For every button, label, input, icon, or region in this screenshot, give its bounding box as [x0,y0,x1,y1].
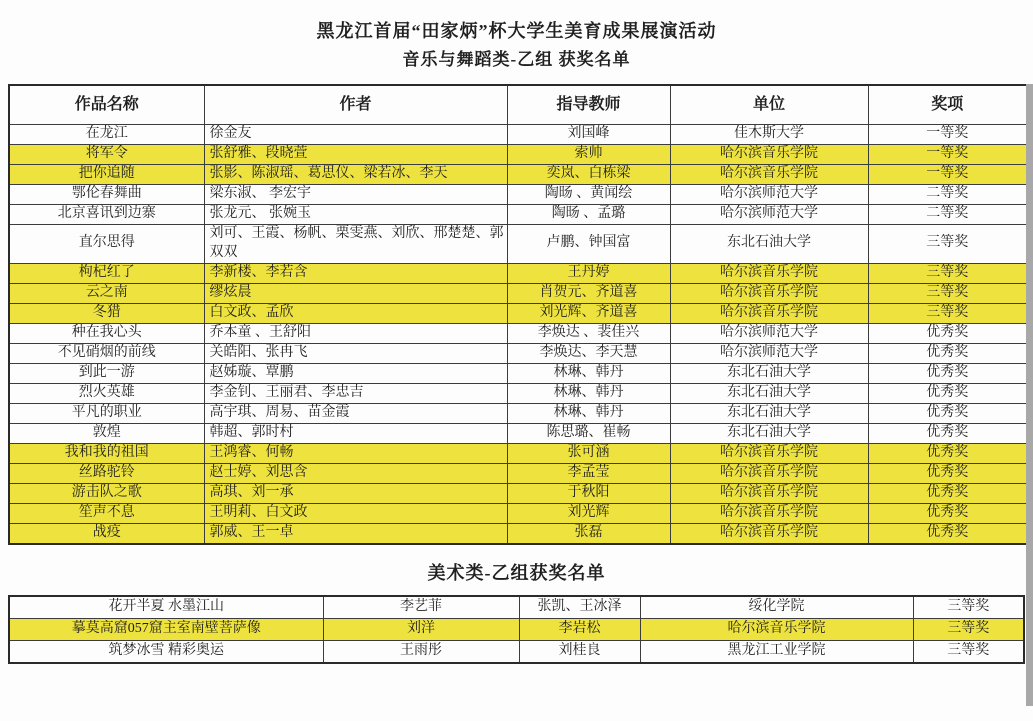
authors-cell: 赵士婷、刘思含 [204,463,507,483]
institution-cell: 哈尔滨音乐学院 [670,303,868,323]
table-row [9,263,1027,283]
table-row [9,383,1027,403]
table-row [9,145,1027,165]
authors-cell: 李艺菲 [323,596,519,619]
institution-cell: 哈尔滨音乐学院 [670,503,868,523]
work-title-cell: 把你追随 [9,165,204,185]
work-title-cell: 敦煌 [9,423,204,443]
advisors-cell: 李焕达 、裴佳兴 [507,323,670,343]
table-row [9,483,1027,503]
table-row [9,423,1027,443]
institution-cell: 哈尔滨音乐学院 [670,165,868,185]
institution-cell: 绥化学院 [640,596,913,619]
advisors-cell: 李岩松 [519,618,640,640]
work-title-cell: 到此一游 [9,363,204,383]
award-cell: 优秀奖 [868,323,1027,343]
authors-cell: 李金钊、王丽君、李忠吉 [204,383,507,403]
award-cell: 优秀奖 [868,423,1027,443]
award-cell: 三等奖 [868,283,1027,303]
authors-cell: 徐金友 [204,125,507,145]
header-unit: 单位 [670,85,868,125]
award-cell: 三等奖 [868,303,1027,323]
table-header-row [9,85,1027,125]
institution-cell: 哈尔滨音乐学院 [640,618,913,640]
award-cell: 三等奖 [913,618,1024,640]
table-row [9,640,1024,663]
institution-cell: 哈尔滨音乐学院 [670,483,868,503]
work-title-cell: 丝路驼铃 [9,463,204,483]
work-title-cell: 冬猎 [9,303,204,323]
work-title-cell: 摹莫高窟057窟主室南壁菩萨像 [9,618,323,640]
table-row [9,523,1027,544]
authors-cell: 关皓阳、张冉飞 [204,343,507,363]
header-advisor: 指导教师 [507,85,670,125]
authors-cell: 李新楼、李若含 [204,263,507,283]
advisors-cell: 刘光辉 [507,503,670,523]
authors-cell: 张舒雅、段晓萱 [204,145,507,165]
table-row [9,185,1027,205]
institution-cell: 哈尔滨音乐学院 [670,443,868,463]
advisors-cell: 林琳、韩丹 [507,383,670,403]
document-header [47,0,987,74]
work-title-cell: 云之南 [9,283,204,303]
institution-cell: 哈尔滨音乐学院 [670,283,868,303]
table-row [9,363,1027,383]
work-title-cell: 烈火英雄 [9,383,204,403]
institution-cell: 哈尔滨师范大学 [670,205,868,225]
advisors-cell: 陶旸 、孟璐 [507,205,670,225]
authors-cell: 缪炫晨 [204,283,507,303]
advisors-cell: 李焕达、李天慧 [507,343,670,363]
table-row [9,618,1024,640]
authors-cell: 刘洋 [323,618,519,640]
advisors-cell: 陈思璐、崔畅 [507,423,670,443]
advisors-cell: 李孟莹 [507,463,670,483]
award-cell: 三等奖 [868,263,1027,283]
award-cell: 一等奖 [868,125,1027,145]
institution-cell: 哈尔滨师范大学 [670,185,868,205]
table-row [9,463,1027,483]
institution-cell: 佳木斯大学 [670,125,868,145]
advisors-cell: 索帅 [507,145,670,165]
award-cell: 三等奖 [868,225,1027,264]
award-cell: 三等奖 [913,640,1024,663]
award-cell: 优秀奖 [868,503,1027,523]
work-title-cell: 在龙江 [9,125,204,145]
advisors-cell: 陶旸 、黄闻绘 [507,185,670,205]
table-row [9,343,1027,363]
award-cell: 优秀奖 [868,523,1027,544]
award-cell: 优秀奖 [868,343,1027,363]
work-title-cell: 筑梦冰雪 精彩奥运 [9,640,323,663]
table-row [9,205,1027,225]
institution-cell: 哈尔滨音乐学院 [670,263,868,283]
advisors-cell: 卢鹏、钟国富 [507,225,670,264]
authors-cell: 王明莉、白文政 [204,503,507,523]
institution-cell: 哈尔滨音乐学院 [670,463,868,483]
advisors-cell: 张凯、王冰泽 [519,596,640,619]
advisors-cell: 刘桂良 [519,640,640,663]
page-title: 黑龙江首届“田家炳”杯大学生美育成果展演活动 [316,21,717,41]
authors-cell: 白文政、孟欣 [204,303,507,323]
award-cell: 优秀奖 [868,403,1027,423]
work-title-cell: 游击队之歌 [9,483,204,503]
award-cell: 二等奖 [868,205,1027,225]
table-row [9,125,1027,145]
institution-cell: 东北石油大学 [670,225,868,264]
work-title-cell: 我和我的祖国 [9,443,204,463]
table-row [9,323,1027,343]
work-title-cell: 鄂伦春舞曲 [9,185,204,205]
work-title-cell: 战疫 [9,523,204,544]
authors-cell: 赵姊璇、覃鹏 [204,363,507,383]
music-dance-awards-table [8,84,1028,545]
advisors-cell: 刘国峰 [507,125,670,145]
advisors-cell: 王丹婷 [507,263,670,283]
section-title-art-group: 美术类-乙组获奖名单 [427,562,606,583]
advisors-cell: 刘光辉、齐道喜 [507,303,670,323]
authors-cell: 梁东淑、 李宏宇 [204,185,507,205]
advisors-cell: 张磊 [507,523,670,544]
institution-cell: 哈尔滨师范大学 [670,323,868,343]
institution-cell: 东北石油大学 [670,423,868,443]
institution-cell: 东北石油大学 [670,403,868,423]
authors-cell: 高宇琪、周易、苗金霞 [204,403,507,423]
page-edge-shadow [1026,84,1033,706]
fine-arts-awards-table [8,595,1025,664]
award-cell: 一等奖 [868,165,1027,185]
award-cell: 二等奖 [868,185,1027,205]
authors-cell: 刘可、王霞、杨帆、栗雯燕、刘欣、邢楚楚、郭双双 [204,225,507,264]
institution-cell: 哈尔滨音乐学院 [670,523,868,544]
authors-cell: 高琪、刘一承 [204,483,507,503]
table-row [9,283,1027,303]
advisors-cell: 肖贺元、齐道喜 [507,283,670,303]
table-row [9,165,1027,185]
advisors-cell: 奕岚、白栋梁 [507,165,670,185]
work-title-cell: 直尔思得 [9,225,204,264]
authors-cell: 王鸿睿、何畅 [204,443,507,463]
award-cell: 优秀奖 [868,443,1027,463]
work-title-cell: 将军令 [9,145,204,165]
work-title-cell: 花开半夏 水墨江山 [9,596,323,619]
authors-cell: 张影、陈淑瑶、葛思仪、梁若冰、李天 [204,165,507,185]
header-award: 奖项 [868,85,1027,125]
work-title-cell: 种在我心头 [9,323,204,343]
work-title-cell: 平凡的职业 [9,403,204,423]
advisors-cell: 于秋阳 [507,483,670,503]
institution-cell: 东北石油大学 [670,363,868,383]
authors-cell: 乔本童 、王舒阳 [204,323,507,343]
table-row [9,225,1027,264]
institution-cell: 黑龙江工业学院 [640,640,913,663]
institution-cell: 哈尔滨师范大学 [670,343,868,363]
award-cell: 三等奖 [913,596,1024,619]
header-authors: 作者 [204,85,507,125]
authors-cell: 王雨彤 [323,640,519,663]
institution-cell: 哈尔滨音乐学院 [670,145,868,165]
award-cell: 一等奖 [868,145,1027,165]
award-cell: 优秀奖 [868,463,1027,483]
award-cell: 优秀奖 [868,363,1027,383]
authors-cell: 张龙元、 张婉玉 [204,205,507,225]
work-title-cell: 北京喜讯到边寨 [9,205,204,225]
institution-cell: 东北石油大学 [670,383,868,403]
award-cell: 优秀奖 [868,383,1027,403]
table-row [9,503,1027,523]
work-title-cell: 笙声不息 [9,503,204,523]
authors-cell: 韩超、郭时村 [204,423,507,443]
table-row [9,303,1027,323]
award-cell: 优秀奖 [868,483,1027,503]
page-subtitle: 音乐与舞蹈类-乙组 获奖名单 [402,50,631,69]
authors-cell: 郭威、王一卓 [204,523,507,544]
advisors-cell: 林琳、韩丹 [507,363,670,383]
advisors-cell: 林琳、韩丹 [507,403,670,423]
table-row [9,403,1027,423]
header-work: 作品名称 [9,85,204,125]
work-title-cell: 不见硝烟的前线 [9,343,204,363]
table-row [9,596,1024,619]
table-row [9,443,1027,463]
advisors-cell: 张可涵 [507,443,670,463]
work-title-cell: 枸杞红了 [9,263,204,283]
